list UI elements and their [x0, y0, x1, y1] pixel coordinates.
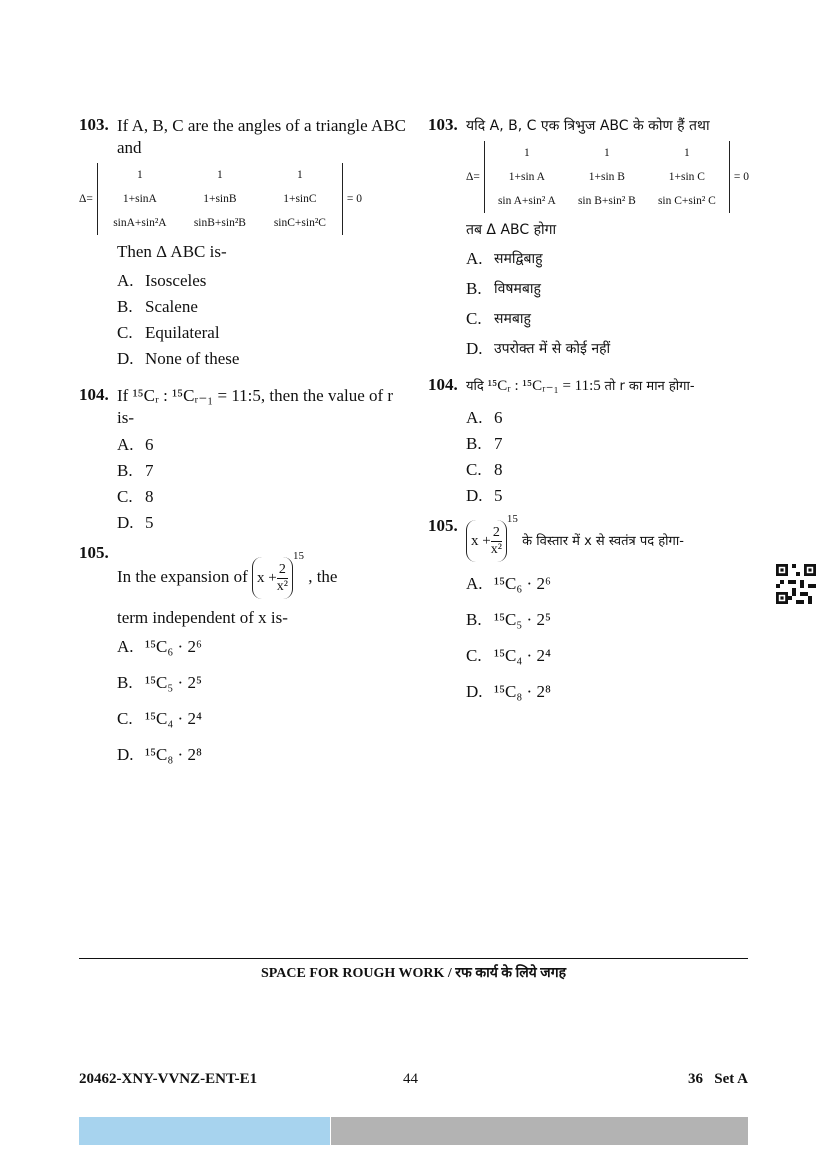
det-matrix [97, 163, 343, 235]
det-cell: 1 [137, 169, 143, 181]
det-cell: 1 [604, 147, 610, 159]
qr-code-icon [776, 564, 816, 604]
determinant [466, 141, 763, 213]
combination-expression: ¹⁵Cᵣ : ¹⁵Cᵣ₋₁ = 11:5 [487, 378, 601, 394]
footer-bar-blue [79, 1117, 330, 1145]
option: D. 5 [466, 486, 503, 505]
det-cell: 1+sinC [283, 193, 317, 205]
question-stem: यदि ¹⁵Cᵣ : ¹⁵Cᵣ₋₁ = 11:5 तो r का मान होगा- [466, 378, 695, 394]
question-then: Then Δ ABC is- [117, 242, 227, 261]
det-cell: sinC+sin²C [273, 217, 326, 229]
rough-work-label: SPACE FOR ROUGH WORK / रफ कार्य के लिये जगह [260, 966, 567, 981]
option: B. 7 [466, 434, 503, 453]
question-104 [428, 375, 763, 506]
question-number: 105. [79, 543, 109, 562]
set-label: 36 Set A [688, 1071, 748, 1087]
det-rhs: = 0 [733, 171, 750, 183]
question-then: तब Δ ABC होगा [466, 222, 557, 238]
det-cell: sinB+sin²B [193, 217, 246, 229]
option: B. ¹⁵C₅ · 2⁵ [466, 610, 551, 629]
det-cell: 1+sinA [122, 193, 157, 205]
option: B. Scalene [117, 297, 198, 316]
option: C. 8 [466, 460, 503, 479]
question-number: 104. [428, 375, 458, 394]
option: A. 6 [117, 435, 154, 454]
option: A. 6 [466, 408, 503, 427]
question-stem: यदि A, B, C एक त्रिभुज ABC के कोण हैं तथा [466, 118, 710, 134]
det-cell: 1+sin B [588, 171, 625, 183]
power: 15 [292, 550, 304, 563]
footer-bar-gray [331, 1117, 748, 1145]
question-105 [428, 513, 763, 702]
question-number: 105. [428, 516, 458, 535]
question-stem: In the expansion of x + $\frac{2}{\text{x²}}$ $^{15}$ , the [117, 557, 414, 599]
question-stem: If ¹⁵Cᵣ : ¹⁵Cᵣ₋₁ = 11:5, then the value of r is- [117, 386, 394, 427]
determinant [79, 163, 414, 235]
option: C. Equilateral [117, 323, 220, 342]
det-matrix [484, 141, 730, 213]
option: C. ¹⁵C₄ · 2⁴ [117, 709, 202, 728]
det-cell: sin A+sin² A [497, 195, 556, 207]
question-stem: x + $\frac{2}{\text{x²}}$ $^{15}$ के विस्तार में x से स्वतंत्र पद होगा- [466, 516, 763, 562]
rough-work-divider [79, 958, 748, 959]
english-column [79, 115, 414, 765]
det-cell: sinA+sin²A [113, 217, 167, 229]
det-cell: 1+sin C [668, 171, 705, 183]
option: D. ¹⁵C₈ · 2⁸ [466, 682, 551, 701]
question-stem: If A, B, C are the angles of a triangle ABC and [117, 116, 406, 157]
question-103 [79, 115, 414, 369]
question-105: 105. In the expansion of x + $\frac{2}{\text{x²}}$ $^{15}$ , the term independent of x is- A. ¹⁵C₆ · 2⁶ B. ¹⁵C₅ · 2⁵ C. ¹⁵C₄ · 2⁴ D. ¹⁵C₈ · 2⁸ [79, 543, 414, 765]
option: B. 7 [117, 461, 154, 480]
option: A. ¹⁵C₆ · 2⁶ [466, 574, 551, 593]
paper-code: 20462-XNY-VVNZ-ENT-E1 [79, 1071, 258, 1087]
option: C. ¹⁵C₄ · 2⁴ [466, 646, 551, 665]
option: D. ¹⁵C₈ · 2⁸ [117, 745, 202, 764]
binomial-expression: x + $\frac{2}{\text{x²}}$ [466, 520, 507, 562]
combination-expression: ¹⁵Cᵣ : ¹⁵Cᵣ₋₁ = 11:5, [132, 386, 266, 405]
det-cell: sin C+sin² C [657, 195, 716, 207]
question-number: 104. [79, 385, 109, 404]
question-103 [428, 115, 763, 359]
det-cell: 1 [217, 169, 223, 181]
hindi-column [428, 115, 763, 702]
det-lhs: Δ= [466, 171, 480, 183]
question-number: 103. [79, 115, 109, 134]
option: C. 8 [117, 487, 154, 506]
option: C. समबाहु [466, 309, 531, 328]
det-lhs: Δ= [79, 193, 93, 205]
option: A. Isosceles [117, 271, 207, 290]
option: D. 5 [117, 513, 154, 532]
det-cell: sin B+sin² B [577, 195, 636, 207]
question-number: 103. [428, 115, 458, 134]
option: D. उपरोक्त में से कोई नहीं [466, 339, 611, 358]
det-cell: 1 [524, 147, 530, 159]
det-cell: 1+sinB [203, 193, 237, 205]
det-cell: 1 [684, 147, 690, 159]
power: 15 [506, 513, 518, 526]
det-rhs: = 0 [346, 193, 363, 205]
binomial-expression: x + $\frac{2}{\text{x²}}$ [252, 557, 293, 599]
option: A. समद्विबाहु [466, 249, 543, 268]
det-cell: 1 [297, 169, 303, 181]
option: D. None of these [117, 349, 240, 368]
option: B. ¹⁵C₅ · 2⁵ [117, 673, 202, 692]
question-104 [79, 385, 414, 533]
det-cell: 1+sin A [508, 171, 545, 183]
option: B. विषमबाहु [466, 279, 541, 298]
option: A. ¹⁵C₆ · 2⁶ [117, 637, 202, 656]
page-number: 44 [403, 1071, 418, 1087]
